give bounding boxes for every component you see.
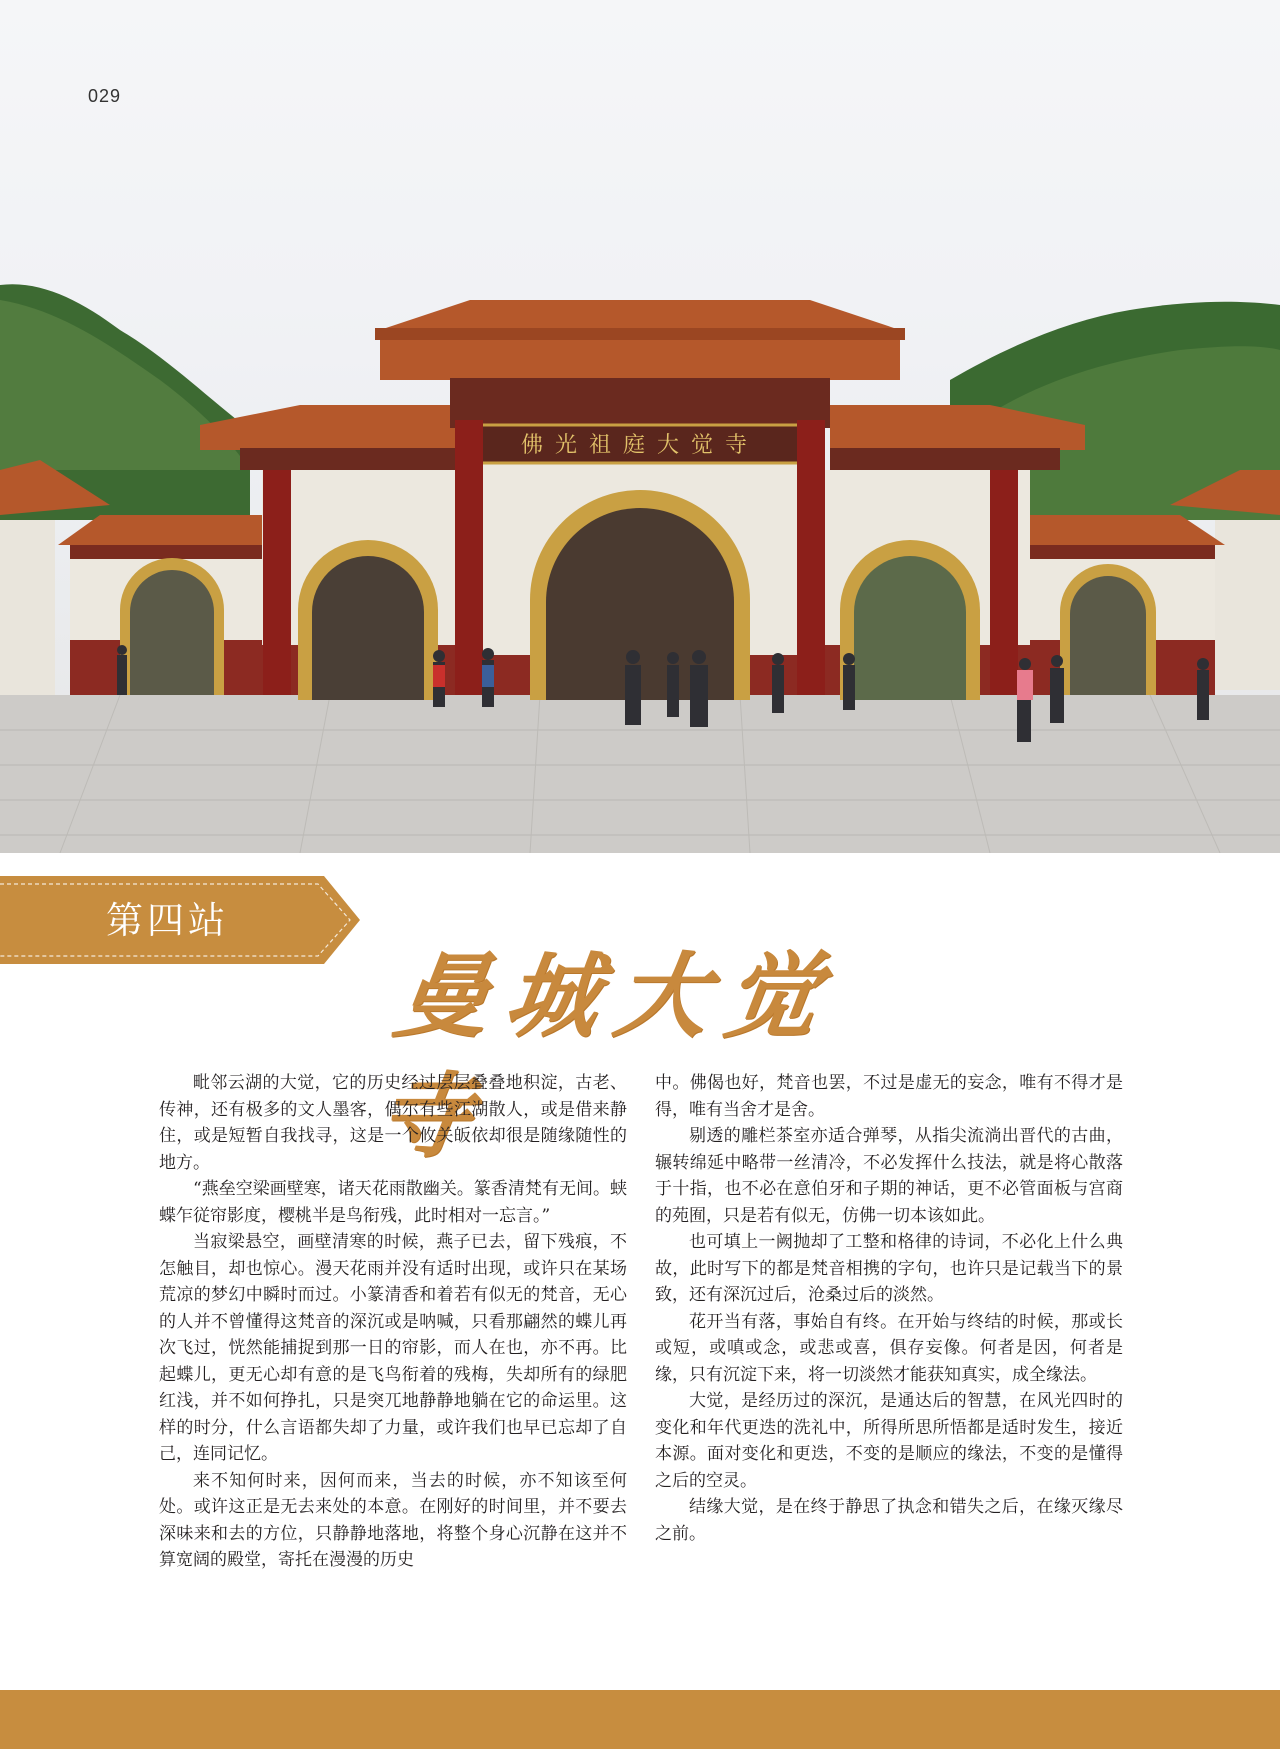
paragraph: 也可填上一阙抛却了工整和格律的诗词，不必化上什么典故，此时写下的都是梵音相携的字句，也许只是记载当下的景致，还有深沉过后，沧桑过后的淡然。 bbox=[655, 1232, 1123, 1305]
temple-gate-photo bbox=[0, 0, 1280, 853]
temple-gate-illustration bbox=[0, 0, 1280, 853]
footer-band bbox=[0, 1690, 1280, 1749]
paragraph: 花开当有落，事始自有终。在开始与终结的时候，那或长或短，或嗔或念，或悲或喜，俱存妄像。何者是因，何者是缘，只有沉淀下来，将一切淡然才能获知真实，成全缘法。 bbox=[655, 1311, 1123, 1385]
paragraph: 当寂梁悬空，画壁清寒的时候，燕子已去，留下残痕，不怎触目，却也惊心。漫天花雨并没有适时出现，或许只在某场荒凉的梦幻中瞬时而过。小篆清香和着若有似无的梵音，无心的人并不曾懂得这梵音的深沉或是呐喊，只看那翩然的蝶儿再次飞过，恍然能捕捉到那一日的帘影，而人在也，亦不再。比起蝶儿，更无心却有意的是飞鸟衔着的残梅，失却所有的绿肥红浅，并不如何挣扎，只是突兀地静静地躺在它的命运里。这样的时分，什么言语都失却了力量，或许我们也早已忘却了自己，连同记忆。 bbox=[159, 1232, 627, 1464]
article-left-column bbox=[159, 1070, 627, 1574]
paragraph: 来不知何时来，因何而来，当去的时候，亦不知该至何处。或许这正是无去来处的本意。在刚好的时间里，并不要去深味来和去的方位，只静静地落地，将整个身心沉静在这并不算宽阔的殿堂，寄托在漫漫的历史 bbox=[159, 1470, 627, 1570]
paragraph: 剔透的雕栏茶室亦适合弹琴，从指尖流淌出晋代的古曲，辗转绵延中略带一丝清冷，不必发挥什么技法，就是将心散落于十指，也不必在意伯牙和子期的神话，更不必管面板与宫商的苑囿，只是若有似无，仿佛一切本该如此。 bbox=[655, 1126, 1123, 1226]
paragraph-continued: 中。佛偈也好，梵音也罢，不过是虚无的妄念，唯有不得才是得，唯有当舍才是舍。 bbox=[655, 1073, 1123, 1120]
paragraph: “燕垒空梁画壁寒，诸天花雨散幽关。篆香清梵有无间。蛱蝶乍従帘影度，樱桃半是鸟衔残，此时相对一忘言。” bbox=[159, 1179, 627, 1226]
gate-plaque: 佛光祖庭大觉寺 bbox=[520, 433, 760, 458]
station-label: 第四站 bbox=[106, 899, 229, 942]
page-number: 029 bbox=[88, 86, 122, 106]
article-title: 曼城大觉寺 bbox=[371, 942, 844, 1170]
paragraph: 毗邻云湖的大觉，它的历史经过层层叠叠地积淀，古老、传神，还有极多的文人墨客，偶尔有些江湖散人，或是借来静住，或是短暂自我找寻，这是一个攸关皈依却很是随缘随性的地方。 bbox=[159, 1073, 627, 1173]
article-right-column bbox=[655, 1070, 1123, 1547]
paragraph: 结缘大觉，是在终于静思了执念和错失之后，在缘灭缘尽之前。 bbox=[655, 1497, 1123, 1544]
paragraph: 大觉，是经历过的深沉，是通达后的智慧，在风光四时的变化和年代更迭的洗礼中，所得所思所悟都是适时发生，接近本源。面对变化和更迭，不变的是顺应的缘法，不变的是懂得之后的空灵。 bbox=[655, 1391, 1123, 1491]
